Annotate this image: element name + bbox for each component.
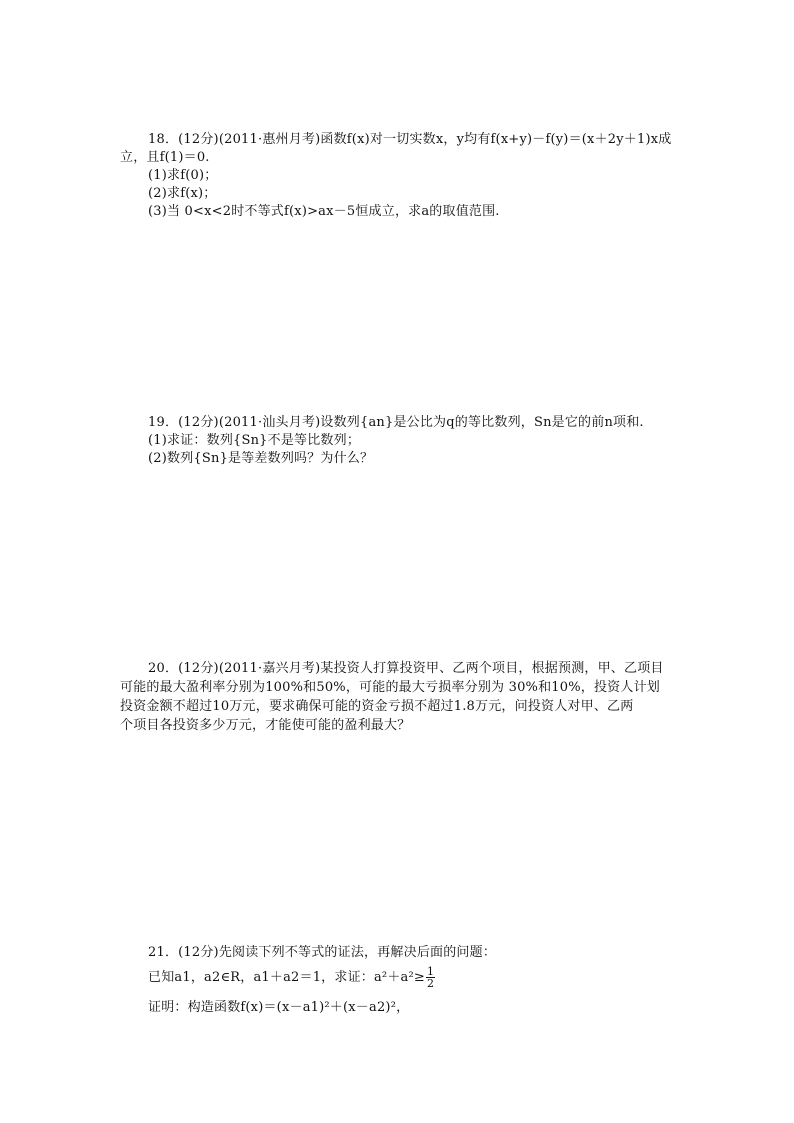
- problem-18-part-1: (1)求f(0)；: [148, 168, 218, 183]
- problem-20-line-3: 投资金额不超过10万元，要求确保可能的资金亏损不超过1.8万元，问投资人对甲、乙两: [120, 699, 634, 714]
- problem-18-line-2: 立，且f(1)＝0.: [120, 150, 210, 165]
- problem-20-line-1: 20．(12分)(2011·嘉兴月考)某投资人打算投资甲、乙两个项目，根据预测，甲、乙项目: [148, 661, 664, 676]
- problem-19-line-1: 19．(12分)(2011·汕头月考)设数列{an}是公比为q的等比数列，Sn是它的前n项和.: [148, 415, 644, 430]
- problem-20-line-4: 个项目各投资多少万元，才能使可能的盈利最大？: [120, 718, 411, 733]
- problem-18-line-1: 18．(12分)(2011·惠州月考)函数f(x)对一切实数x，y均有f(x+y)－f(y)＝(x＋2y＋1)x成: [148, 132, 672, 147]
- problem-19-part-1: (1)求证：数列{Sn}不是等比数列；: [148, 433, 361, 448]
- problem-21-given: [148, 966, 435, 989]
- problem-18-part-2: (2)求f(x)；: [148, 186, 217, 201]
- problem-20-line-2: 可能的最大盈利率分别为100%和50%，可能的最大亏损率分别为 30%和10%，投资人计划: [120, 680, 660, 695]
- problem-19-part-2: (2)数列{Sn}是等差数列吗？为什么？: [148, 451, 374, 466]
- problem-21-proof: 证明：构造函数f(x)＝(x－a1)²＋(x－a2)²，: [148, 1000, 410, 1015]
- fraction-denominator: 2: [427, 977, 435, 990]
- fraction-numerator: 1: [427, 965, 435, 978]
- problem-21-given-text: 已知a1，a2∈R，a1＋a2＝1，求证：a²＋a²≥: [148, 970, 425, 985]
- problem-18-part-3: (3)当 0<x<2时不等式f(x)>ax－5恒成立，求a的取值范围.: [148, 204, 500, 219]
- fraction-one-half: [426, 966, 435, 989]
- problem-21-line-1: 21．(12分)先阅读下列不等式的证法，再解决后面的问题：: [148, 945, 497, 960]
